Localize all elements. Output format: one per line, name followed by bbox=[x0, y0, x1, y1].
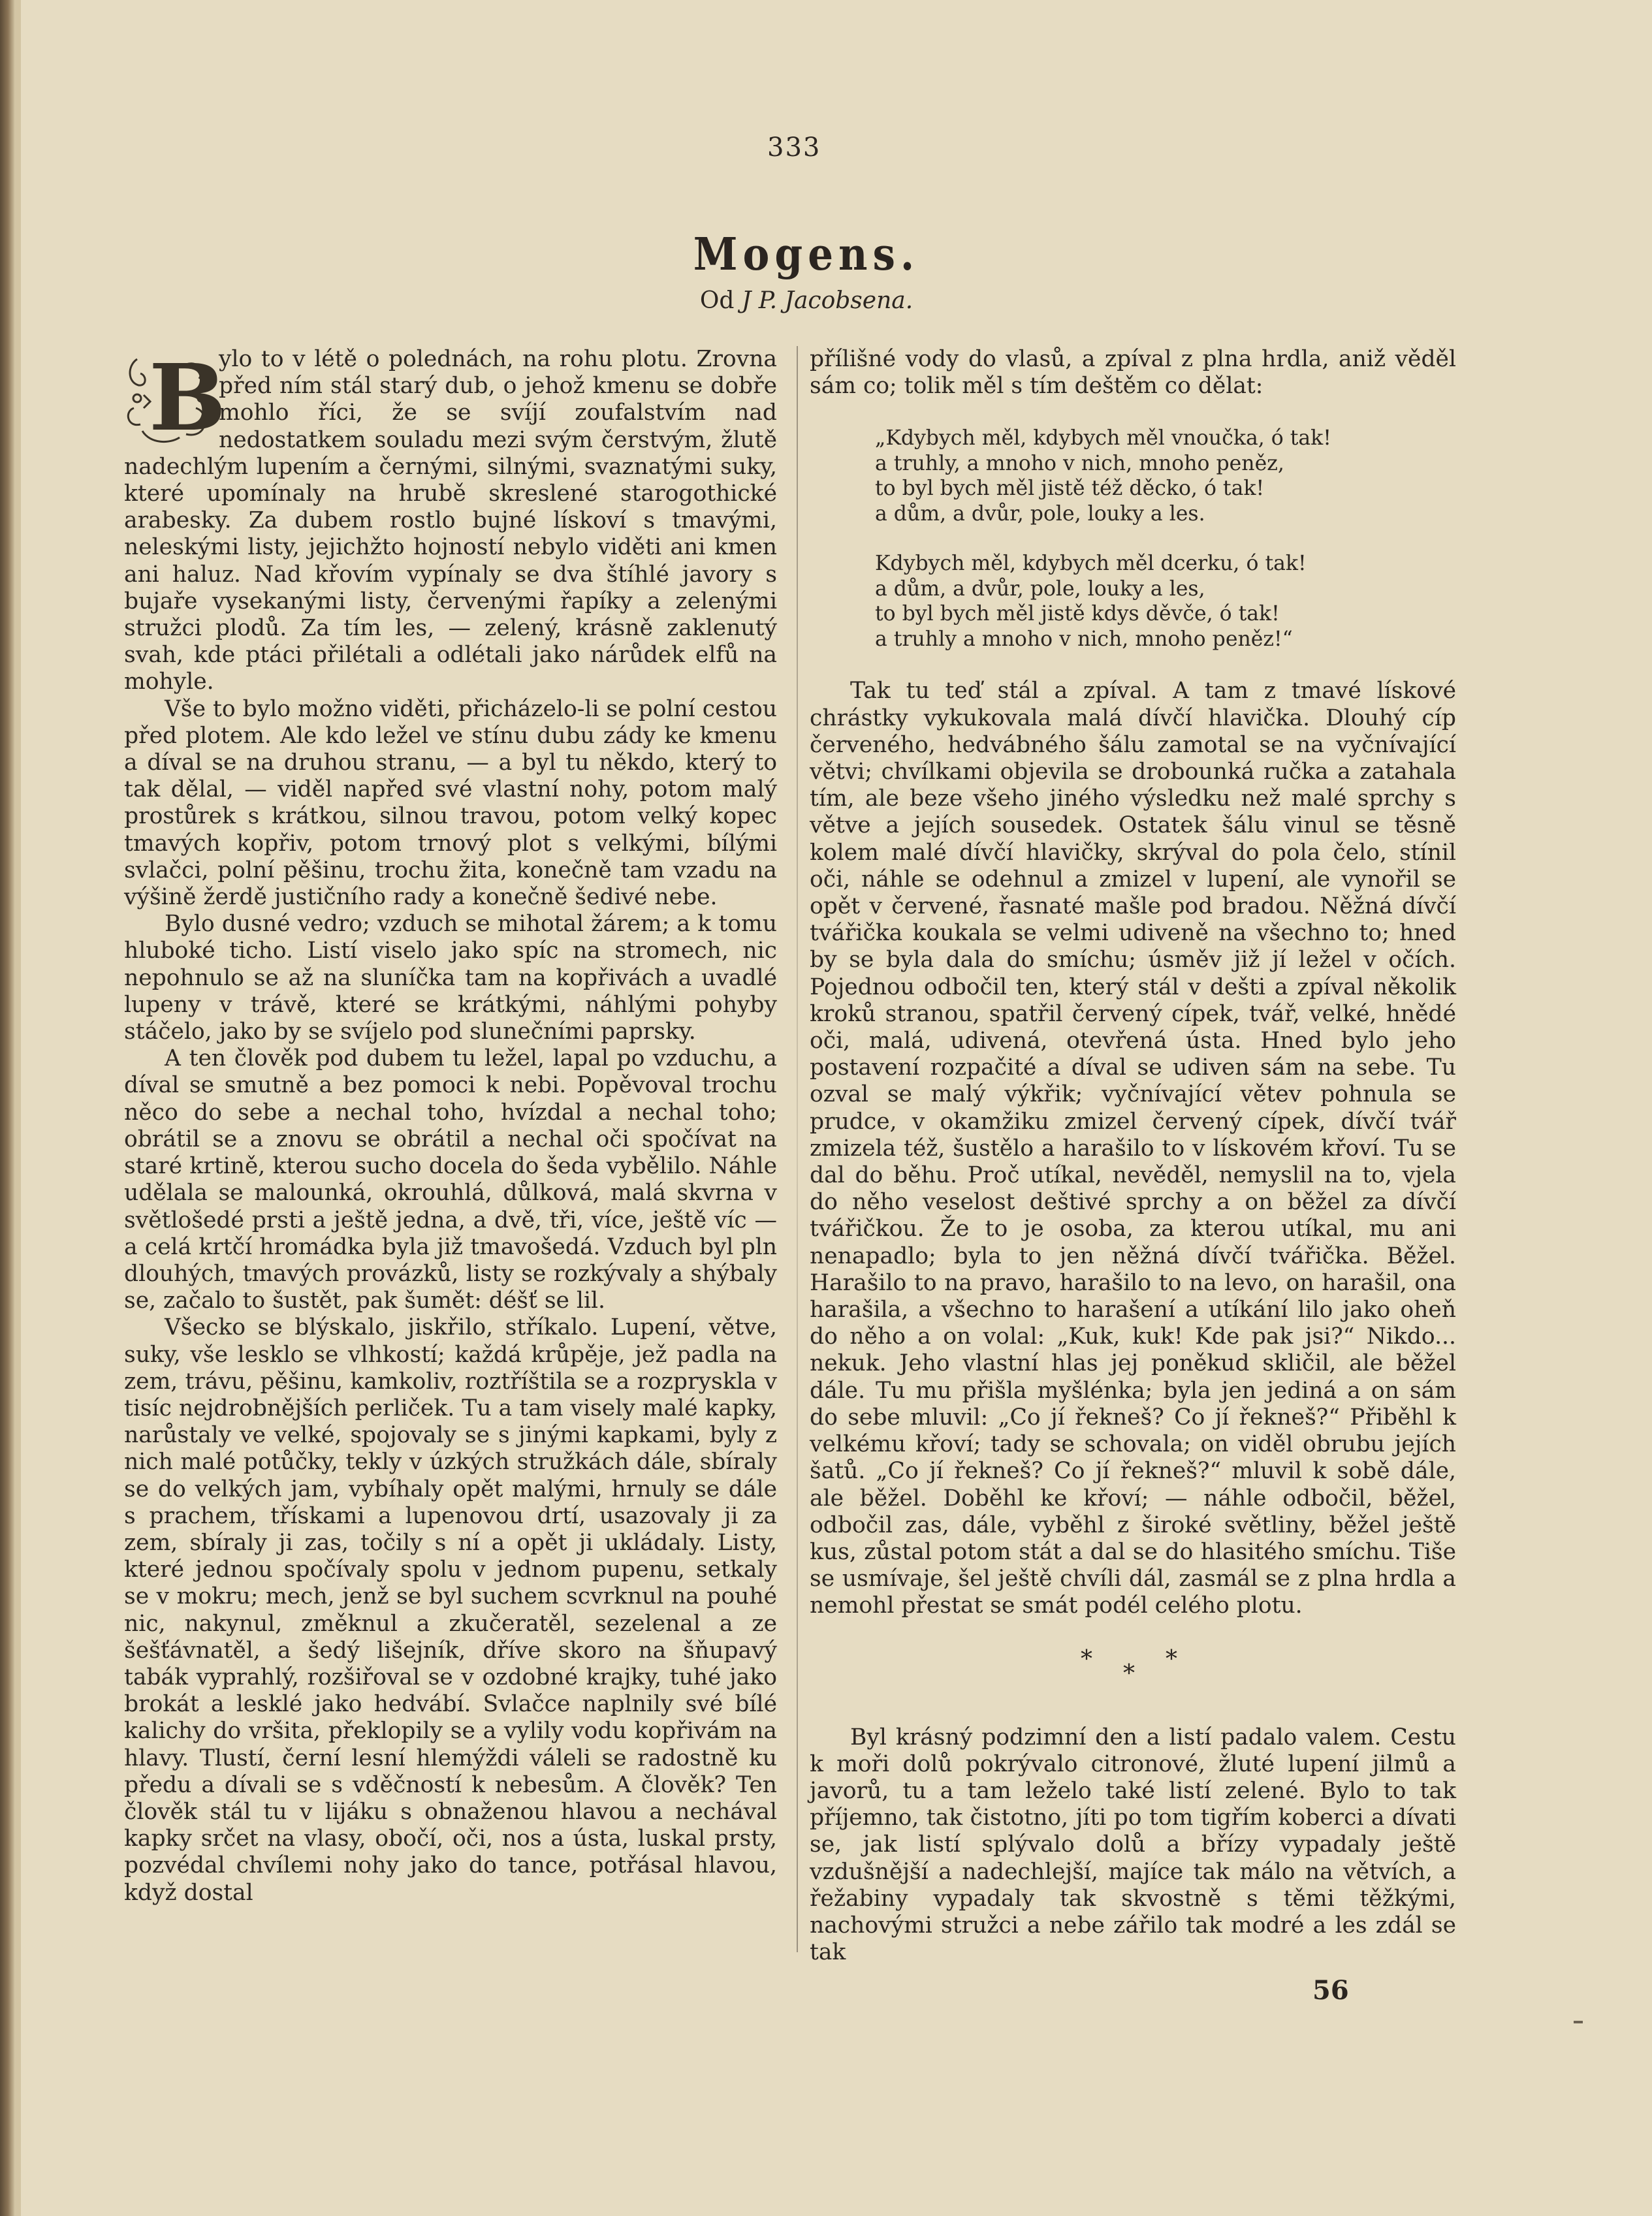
poem-stanza-1 bbox=[875, 426, 1456, 526]
poem-line: a dům, a dvůr, pole, louky a les, bbox=[875, 577, 1205, 601]
story-title: Mogens. bbox=[693, 229, 920, 281]
printer-signature: 56 bbox=[1312, 1975, 1349, 2006]
poem-line: „Kdybych měl, kdybych měl vnoučka, ó tak! bbox=[875, 426, 1331, 451]
poem bbox=[875, 426, 1456, 652]
poem-stanza-2 bbox=[875, 551, 1456, 652]
poem-line: to byl bych měl jistě též děcko, ó tak! bbox=[875, 477, 1265, 501]
column-divider bbox=[797, 346, 798, 1952]
right-column bbox=[810, 346, 1456, 2057]
page-left-edge bbox=[14, 0, 21, 2216]
right-paragraph-1: Tak tu teď stál a zpíval. A tam z tmavé lískové chrástky vykukovala malá dívčí hlavička. Dlouhý cíp červeného, hedvábného šálu zamotal se na vyčnívající větvi; chvílkami objevila se drobounká ručka a zatahala tím, ale beze všeho jiného výsledku než malé sprchy s větve a jejích sousedek. Ostatek šálu vinul se těsně kolem malé dívčí hlavičky, skrýval do pola čelo, stínil oči, náhle se odehnul a zmizel v lupení, ale vynořil se opět v červené, řasnaté mašle pod bradou. Něžná dívčí tvářička koukala se velmi udiveně na všechno to; hned by se byla dala do smíchu; úsměv již jí ležel v očích. Pojednou odbočil ten, který stál v dešti a zpíval několik kroků stranou, spatřil červený cípek, tvář, velké, hnědé oči, malá, udivená, otevřená ústa. Hned bylo jeho postavení rozpačité a díval se udiven sám na sebe. Tu ozval se malý výkřik; vyčnívající větev pohnula se prudce, v okamžiku zmizel červený cípek, dívčí tvář zmizela též, šustělo a harašilo to v lískovém křoví. Tu se dal do běhu. Proč utíkal, nevěděl, nemyslil na to, vjela do něho veselost deštivé sprchy a on běžel za dívčí tvářičkou. Že to je osoba, za kterou utíkal, mu ani nenapadlo; byla to jen něžná dívčí tvářička. Běžel. Harašilo to na pravo, harašilo to na levo, on harašil, ona harašila, a všechno to harašení a utíkání lilo jako oheň do něho a on volal: „Kuk, kuk! Kde pak jsi?“ Nikdo... nekuk. Jeho vlastní hlas jej poněkud skličil, ale běžel dále. Tu mu přišla myšlénka; byla jen jediná a on sám do sebe mluvil: „Co jí řekneš? Co jí řekneš?“ Přiběhl k velkému křoví; tady se schovala; on viděl obrubu jejích šatů. „Co jí řekneš? Co jí řekneš?“ mluvil k sobě dále, ale běžel. Doběhl ke křoví; — náhle odbočil, běžel, odbočil zas, dále, vyběhl z široké světliny, běžel ještě kus, zůstal potom stát a dal se do hlasitého smíchu. Tiše se usmívaje, šel ještě chvíli dál, zasmál se z plna hrdla a nemohl přestat se smát podél celého plotu. bbox=[810, 678, 1456, 1619]
byline bbox=[588, 287, 1025, 314]
poem-line: Kdybych měl, kdybych měl dcerku, ó tak! bbox=[875, 552, 1307, 576]
ornamental-dropcap bbox=[124, 345, 227, 452]
paragraph-4: A ten člověk pod dubem tu ležel, lapal po vzduchu, a díval se smutně a bez pomoci k nebi. Popěvoval trochu něco do sebe a nechal toho, hvízdal a nechal toho; obrátil se a znovu se obrátil a nechal oči spočívat na staré krtině, kterou sucho docela do šeda vybělilo. Náhle udělala se malounká, okrouhlá, důlková, malá skvrna v světlošedé prsti a ještě jedna, a dvě, tři, více, ještě víc — a celá krtčí hromádka byla již tmavošedá. Vzduch byl pln dlouhých, tmavých provázků, listy se rozkývaly a shýbaly se, začalo to šustět, pak šumět: déšť se lil. bbox=[124, 1045, 777, 1314]
asterism-star: * bbox=[1081, 1645, 1092, 1673]
right-paragraph-2: Byl krásný podzimní den a listí padalo valem. Cestu k moři dolů pokrývalo citronové, žluté lupení jilmů a javorů, tu a tam leželo také listí zelené. Bylo to tak příjemno, tak čistotno, jíti po tom tigřím koberci a dívati se, jak listí splývalo dolů a břízy vypadaly ještě vzdušnější a nadechlejší, majíce tak málo na větvích, a řežabiny vypadaly tak skvostně s těmi těžkými, nachovými stružci a nebe zářilo tak modré a les zdál se tak bbox=[810, 1724, 1456, 1966]
margin-mark bbox=[1574, 2021, 1583, 2023]
poem-line: a truhly a mnoho v nich, mnoho peněz!“ bbox=[875, 627, 1293, 651]
page-number: 333 bbox=[767, 133, 821, 163]
byline-prefix: Od bbox=[699, 287, 735, 314]
left-column bbox=[124, 346, 777, 1985]
poem-line: a truhly, a mnoho v nich, mnoho peněz, bbox=[875, 451, 1284, 475]
section-break bbox=[810, 1646, 1456, 1685]
paragraph-2: Vše to bylo možno viděti, přicházelo-li se polní cestou před plotem. Ale kdo ležel ve stínu dubu zády ke kmenu a díval se na druhou stranu, — a byl tu někdo, který to tak dělal, — viděl napřed své vlastní nohy, potom malý prostůrek s krátkou, silnou travou, potom velký kopec tmavých kopřiv, potom trnový plot s velkými, bílými svlačci, polní pěšinu, trochu žita, konečně tam vzadu na výšině žerdě justičního rady a konečně šedivé nebe. bbox=[124, 695, 777, 911]
byline-author: J P. Jacobsena. bbox=[741, 287, 913, 314]
book-binding-edge bbox=[0, 0, 14, 2216]
paragraph-3: Bylo dusné vedro; vzduch se mihotal žárem; a k tomu hluboké ticho. Listí viselo jako spíc na stromech, nic nepohnulo se až na sluníčka tam na kopřivách a uvadlé lupeny v trávě, které se krátkými, náhlými pohyby stáčelo, jako by se svíjelo pod slunečními paprsky. bbox=[124, 911, 777, 1045]
dropcap-letter: B bbox=[149, 345, 227, 452]
paragraph-1 bbox=[124, 346, 777, 696]
asterism-star: * bbox=[1166, 1645, 1177, 1673]
paragraph-5: Všecko se blýskalo, jiskřilo, stříkalo. Lupení, větve, suky, vše lesklo se vlhkostí; každá krůpěje, jež padla na zem, trávu, pěšinu, kamkoliv, roztříštila se a rozpryskla v tisíc nejdrobnějších perliček. Tu a tam visely malé kapky, narůstaly ve velké, spojovaly se s jinými kapkami, byly z nich malé potůčky, tekly v úzkých stružkách dále, sbíraly se do velkých jam, vybíhaly opět malými, hrnuly se dále s prachem, třískami a lupenovou drtí, usazovaly ji za zem, sbíraly ji zas, točily s ní a opět ji ukládaly. Listy, které jednou spočívaly spolu v jednom pupenu, setkaly se v mokru; mech, jenž se byl suchem scvrknul na pouhé nic, nakynul, změknul a zkučeratěl, sezelenal a ze šešťávnatěl, a šedý lišejník, dříve skoro na šňupavý tabák vyprahlý, rozšiřoval se v ozdobné krajky, tuhé jako brokát a lesklé jako hedvábí. Svlačce naplnily své bílé kalichy do vršita, překlopily se a vylily vodu kopřivám na hlavy. Tlustí, černí lesní hlemýždi váleli se radostně ku předu a dívali se s vděčností k nebesům. A člověk? Ten člověk stál tu v lijáku s obnaženou hlavou a nechával kapky srčet na vlasy, obočí, oči, nos a ústa, luskal prsty, pozvédal chvílemi nohy jako do tance, potřásal hlavou, když dostal bbox=[124, 1314, 777, 1906]
paragraph-1-text: ylo to v létě o polednách, na rohu plotu. Zrovna před ním stál starý dub, o jehož kmenu se dobře mohlo říci, že se svíjí zoufalstvím nad nedostatkem souladu mezi svým čerstvým, žlutě nadechlým lupením a černými, silnými, svaznatými suky, které upomínaly na hrubě skreslené starogothické arabesky. Za dubem rostlo bujné lískoví s tmavými, neleskými listy, jejichžto hojností nebylo viděti ani kmen ani haluz. Nad křovím vypínaly se dva štíhlé javory s bujaře vysekanými listy, červenými řapíky a zelenými stružci plodů. Za tím les, — zelený, krásně zaklenutý svah, kde ptáci přilétali a odlétali jako nárůdek elfů na mohyle. bbox=[124, 346, 777, 695]
right-intro: přílišné vody do vlasů, a zpíval z plna hrdla, aniž věděl sám co; tolik měl s tím deštěm co dělat: bbox=[810, 346, 1456, 400]
poem-line: to byl bych měl jistě kdys děvče, ó tak! bbox=[875, 602, 1280, 626]
asterism-star: * bbox=[1123, 1660, 1135, 1687]
poem-line: a dům, a dvůr, pole, louky a les. bbox=[875, 501, 1205, 526]
